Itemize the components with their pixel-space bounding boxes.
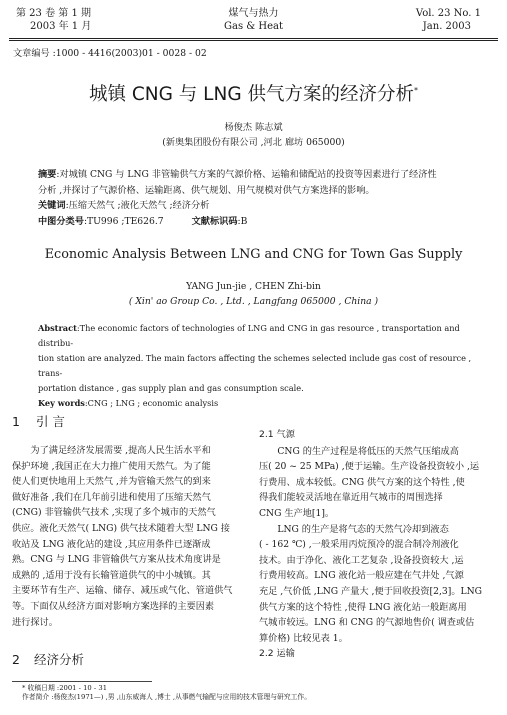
section-1-title: 引 言 — [35, 414, 65, 429]
body-line: 供气方案的这个特性 ,使得 LNG 液化站一般距离用 — [259, 601, 467, 613]
section-1-body — [12, 443, 250, 630]
body-line: 等。下面仅从经济方面对影响方案选择的主要因素 — [12, 600, 215, 612]
body-line: 熟。CNG 与 LNG 非管输供气方案从技术角度讲是 — [12, 554, 221, 566]
body-line: 保护环境 ,我国正在大力推广使用天然气。为了能 — [12, 460, 211, 472]
abstract-cn-line2: 分析 ,并探讨了气源价格、运输距离、供气规划、用气规模对供气方案选择的影响。 — [38, 184, 375, 196]
body-line: 进行探讨。 — [12, 616, 58, 628]
affiliation-en: ( Xin' ao Group Co. , Ltd. , Langfang 065000 , China ) — [128, 296, 379, 307]
body-line: LNG 的生产是将气态的天然气冷却到液态 — [277, 523, 449, 535]
journal-volume: Vol. 23 No. 1 — [415, 8, 481, 19]
section-2-number: 2 — [12, 652, 20, 667]
body-line: 为了满足经济发展需要 ,提高人民生活水平和 — [30, 445, 211, 456]
abstract-en — [38, 321, 478, 411]
body-line: 算价格) 比较见表 1。 — [259, 632, 348, 644]
journal-issue: 第 23 卷 第 1 期 — [16, 8, 91, 19]
authors-en: YANG Jun-jie , CHEN Zhi-bin — [186, 281, 321, 292]
body-line: (CNG) 非管输供气技术 ,实现了多个城市的天然气 — [12, 507, 216, 519]
body-line: CNG 的生产过程是将低压的天然气压缩成高 — [277, 445, 459, 457]
abstract-cn-label: 摘要 — [38, 169, 57, 180]
doc-code-label: 文献标识码 — [191, 215, 238, 227]
body-line: 做好准备 ,我们在几年前引进和使用了压缩天然气 — [12, 491, 211, 503]
section-2-1 — [259, 427, 495, 662]
body-line: 得我们能较灵活地在靠近用气城市的周围选择 — [259, 492, 443, 504]
section-1-number: 1 — [12, 414, 20, 429]
title-cn: 城镇 CNG 与 LNG 供气方案的经济分析 — [88, 84, 415, 105]
journal-name: 煤气与热力 — [228, 8, 279, 19]
body-line: 供应。液化天然气( LNG) 供气技术随着大型 LNG 接 — [12, 522, 230, 534]
keywords-cn-label: 关键词 — [38, 200, 66, 211]
body-line: ( - 162 ℃) ,一般采用丙烷预冷的混合制冷剂液化 — [259, 539, 459, 551]
section-2-1-heading: 2.1 气源 — [259, 429, 295, 440]
authors-cn: 杨俊杰 陈志斌 — [224, 122, 283, 133]
body-line: 行费用较高。LNG 液化站一般应建在气井处 ,气源 — [259, 570, 464, 582]
body-line: 行费用、成本较低。CNG 供气方案的这个特性 ,使 — [259, 476, 465, 488]
abstract-cn — [38, 167, 478, 229]
classification-line — [38, 214, 478, 230]
body-line: 压( 20 ~ 25 MPa) ,便于运输。生产设备投资较小 ,运 — [259, 461, 480, 473]
body-line: 主要环节有生产、运输、储存、减压或气化、管道供气 — [12, 585, 233, 597]
body-line: 成熟的 ,适用于没有长输管道供气的中小城镇。其 — [12, 569, 211, 581]
section-2-title: 经济分析 — [33, 652, 84, 667]
abstract-en-line2: tion station are analyzed. The main factors affecting the schemes selected include gas cost of resource , trans- — [38, 353, 472, 378]
footnote-author-bio: 作者简介 :杨俊杰(1971—) ,男 ,山东威海人 ,博士 ,从事燃气输配与应用的技术管理与研究工作。 — [22, 693, 312, 701]
keywords-en-label: Key words — [38, 398, 85, 408]
doc-code: :B — [237, 215, 248, 227]
footnote-received: * 收稿日期 :2001 - 10 - 31 — [22, 684, 108, 692]
body-line: 技术。由于净化、液化工艺复杂 ,设备投资较大 ,运 — [259, 554, 464, 566]
article-id: 文章编号 :1000 - 4416(2003)01 - 0028 - 02 — [13, 48, 207, 59]
title-footnote-mark: * — [414, 85, 419, 95]
footnote — [22, 684, 311, 702]
keywords-cn: :压缩天然气 ;液化天然气 ;经济分析 — [65, 200, 210, 211]
abstract-cn-line1: :对城镇 CNG 与 LNG 非管输供气方案的气源价格、运输和储配站的投资等因素进行了经济性 — [56, 169, 437, 180]
clc-code: :TU996 ;TE626.7 — [83, 215, 164, 227]
abstract-en-line3: portation distance , gas supply plan and gas consumption scale. — [38, 383, 304, 393]
abstract-en-line1: :The economic factors of technologies of LNG and CNG in gas resource , transportation and distribu- — [38, 323, 460, 348]
body-line: 充足 ,气价低 ,LNG 产量大 ,便于回收投资[2,3]。LNG — [259, 585, 482, 597]
footnote-rule — [12, 681, 152, 682]
header-rule — [9, 38, 498, 39]
journal-month: Jan. 2003 — [422, 21, 471, 32]
header-rule-2 — [9, 40, 498, 41]
affiliation-cn: (新奥集团股份有限公司 ,河北 廊坊 065000) — [162, 137, 345, 148]
body-line: CNG 生产地[1]。 — [259, 507, 335, 519]
section-2-2-heading: 2.2 运输 — [259, 648, 295, 660]
clc-label: 中图分类号 — [38, 215, 84, 227]
page-title — [0, 80, 507, 106]
abstract-en-label: Abstract — [38, 323, 77, 333]
section-1-heading — [12, 412, 65, 430]
title-en: Economic Analysis Between LNG and CNG for Town Gas Supply — [44, 247, 463, 262]
journal-date: 2003 年 1 月 — [30, 21, 92, 32]
body-line: 气城市较远。LNG 和 CNG 的气源地售价( 调查或估 — [259, 617, 475, 629]
body-line: 收站及 LNG 液化站的建设 ,其应用条件已逐渐成 — [12, 538, 211, 550]
keywords-en: :CNG ; LNG ; economic analysis — [84, 398, 219, 408]
section-2-heading — [12, 650, 84, 668]
body-line: 使人们更快地用上天然气 ,并为管输天然气的到来 — [12, 476, 211, 488]
journal-name-en: Gas & Heat — [224, 21, 283, 32]
